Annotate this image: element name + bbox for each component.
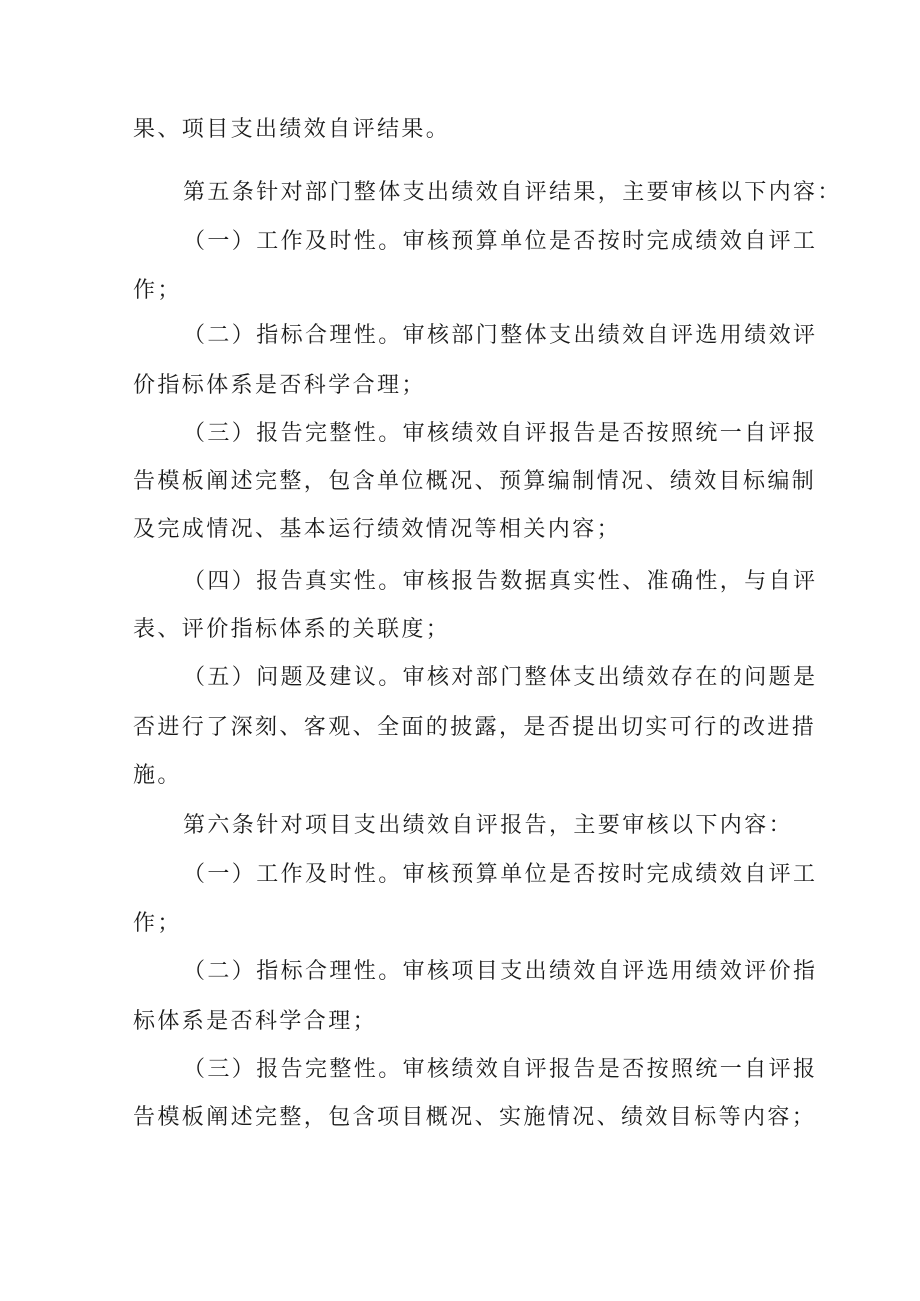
- text-line: 施。: [133, 763, 182, 788]
- text-line: 第六条针对项目支出绩效自评报告，主要审核以下内容：: [183, 813, 794, 838]
- text-line: 及完成情况、基本运行绩效情况等相关内容；: [133, 517, 622, 542]
- text-line: 标体系是否科学合理；: [133, 1009, 378, 1034]
- text-line: 作；: [133, 911, 182, 936]
- text-line: （三）报告完整性。审核绩效自评报告是否按照统一自评报: [183, 1057, 818, 1082]
- text-line: 作；: [133, 278, 182, 303]
- text-line: （四）报告真实性。审核报告数据真实性、准确性，与自评: [183, 569, 818, 594]
- text-line: 第五条针对部门整体支出绩效自评结果，主要审核以下内容：: [183, 180, 842, 205]
- text-line: （三）报告完整性。审核绩效自评报告是否按照统一自评报: [183, 421, 818, 446]
- text-line: 果、项目支出绩效自评结果。: [133, 117, 451, 142]
- text-line: （五）问题及建议。审核对部门整体支出绩效存在的问题是: [183, 665, 818, 690]
- text-line: 否进行了深刻、客观、全面的披露，是否提出切实可行的改进措: [133, 715, 817, 740]
- text-line: （二）指标合理性。审核项目支出绩效自评选用绩效评价指: [183, 959, 818, 984]
- text-line: 表、评价指标体系的关联度；: [133, 617, 451, 642]
- text-line: （二）指标合理性。审核部门整体支出绩效自评选用绩效评: [183, 323, 818, 348]
- text-line: 告模板阐述完整，包含项目概况、实施情况、绩效目标等内容；: [133, 1105, 817, 1130]
- text-line: 价指标体系是否科学合理；: [133, 373, 426, 398]
- text-line: （一）工作及时性。审核预算单位是否按时完成绩效自评工: [183, 862, 818, 887]
- text-line: （一）工作及时性。审核预算单位是否按时完成绩效自评工: [183, 229, 818, 254]
- text-line: 告模板阐述完整，包含单位概况、预算编制情况、绩效目标编制: [133, 469, 817, 494]
